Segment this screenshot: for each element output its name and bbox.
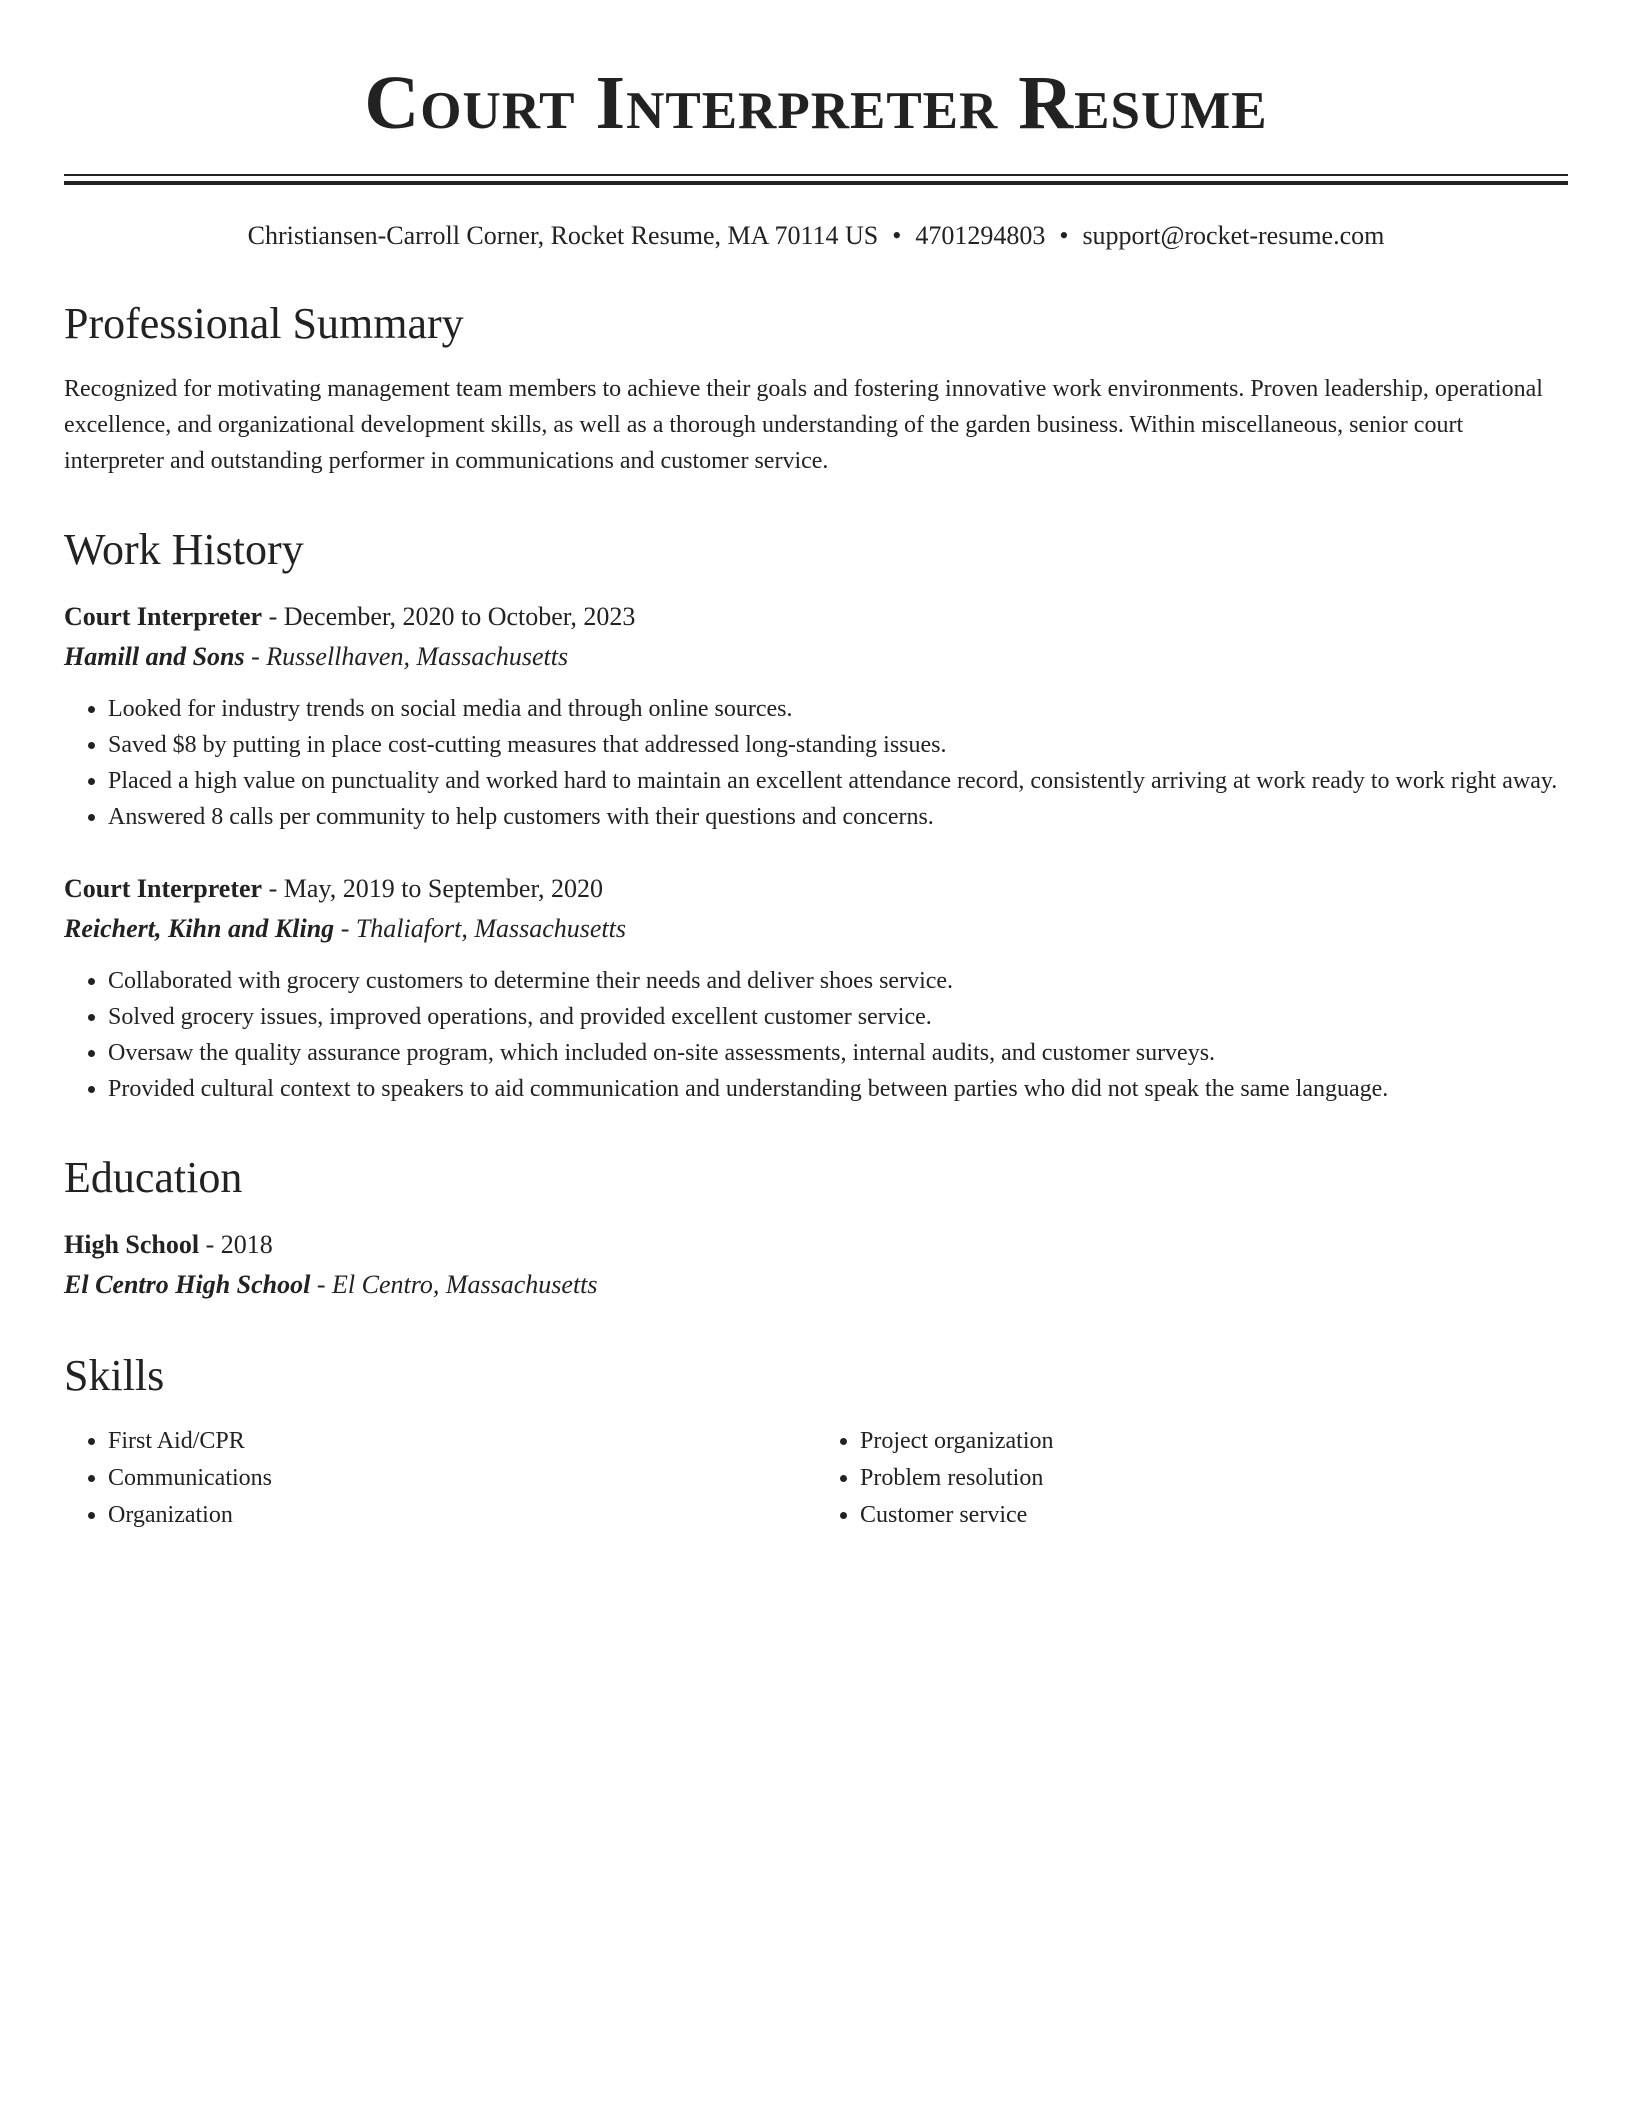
job-dates: - May, 2019 to September, 2020 bbox=[262, 874, 604, 903]
job-title-line bbox=[64, 869, 1568, 909]
list-item: • Problem resolution bbox=[860, 1460, 1568, 1497]
contact-address: Christiansen-Carroll Corner, Rocket Resume, MA 70114 US bbox=[247, 221, 879, 250]
list-item: • Solved grocery issues, improved operations, and provided excellent customer service. bbox=[108, 999, 1568, 1035]
title-double-rule bbox=[64, 174, 1568, 185]
education-school: El Centro High School bbox=[64, 1270, 311, 1299]
contact-phone: 4701294803 bbox=[915, 221, 1046, 250]
summary-heading: Professional Summary bbox=[64, 299, 464, 348]
education-heading: Education bbox=[64, 1153, 243, 1202]
skills-list-left bbox=[64, 1423, 816, 1534]
list-item: • Saved $8 by putting in place cost-cutting measures that addressed long-standing issues. bbox=[108, 727, 1568, 763]
job-location: - Russellhaven, Massachusetts bbox=[244, 642, 569, 671]
contact-separator: • bbox=[1059, 221, 1069, 250]
list-item: • Customer service bbox=[860, 1497, 1568, 1534]
education-year: - 2018 bbox=[199, 1230, 273, 1259]
list-item: • Oversaw the quality assurance program, which included on-site assessments, internal audits, and customer surveys. bbox=[108, 1035, 1568, 1071]
summary-text: Recognized for motivating management team members to achieve their goals and fostering innovative work environments. Proven leadership, operational excellence, and organizational development skills, as well as a thorough understanding of the garden business. Within miscellaneous, senior court interpreter and outstanding performer in communications and customer service. bbox=[64, 376, 1543, 474]
list-item: • First Aid/CPR bbox=[108, 1423, 816, 1460]
list-item: • Placed a high value on punctuality and worked hard to maintain an excellent attendance record, consistently arriving at work ready to work right away. bbox=[108, 763, 1568, 799]
job-company: Hamill and Sons bbox=[64, 642, 245, 671]
contact-line bbox=[64, 219, 1568, 253]
list-item: • Provided cultural context to speakers to aid communication and understanding between parties who did not speak the same language. bbox=[108, 1071, 1568, 1107]
skills-heading: Skills bbox=[64, 1351, 165, 1400]
list-item: • Organization bbox=[108, 1497, 816, 1534]
education-degree-line bbox=[64, 1225, 1568, 1265]
resume-title: Court Interpreter Resume bbox=[364, 61, 1268, 145]
list-item: • Communications bbox=[108, 1460, 816, 1497]
job-title: Court Interpreter bbox=[64, 602, 263, 631]
list-item: • Looked for industry trends on social media and through online sources. bbox=[108, 691, 1568, 727]
job-bullets bbox=[64, 963, 1568, 1107]
contact-email: support@rocket-resume.com bbox=[1082, 221, 1385, 250]
job-location: - Thaliafort, Massachusetts bbox=[334, 914, 626, 943]
list-item: • Collaborated with grocery customers to determine their needs and deliver shoes service. bbox=[108, 963, 1568, 999]
job-entry bbox=[64, 869, 1568, 1107]
skills-columns bbox=[64, 1423, 1568, 1534]
list-item: • Project organization bbox=[860, 1423, 1568, 1460]
job-title-line bbox=[64, 597, 1568, 637]
job-company: Reichert, Kihn and Kling bbox=[64, 914, 335, 943]
job-company-line bbox=[64, 637, 1568, 677]
job-dates: - December, 2020 to October, 2023 bbox=[262, 602, 636, 631]
education-entry bbox=[64, 1225, 1568, 1305]
job-title: Court Interpreter bbox=[64, 874, 263, 903]
job-bullets bbox=[64, 691, 1568, 835]
education-degree: High School bbox=[64, 1230, 200, 1259]
job-entry bbox=[64, 597, 1568, 835]
education-school-line bbox=[64, 1265, 1568, 1305]
education-location: - El Centro, Massachusetts bbox=[310, 1270, 598, 1299]
job-company-line bbox=[64, 909, 1568, 949]
work-history-heading: Work History bbox=[64, 525, 304, 574]
skills-list-right bbox=[816, 1423, 1568, 1534]
list-item: • Answered 8 calls per community to help customers with their questions and concerns. bbox=[108, 799, 1568, 835]
contact-separator: • bbox=[892, 221, 902, 250]
